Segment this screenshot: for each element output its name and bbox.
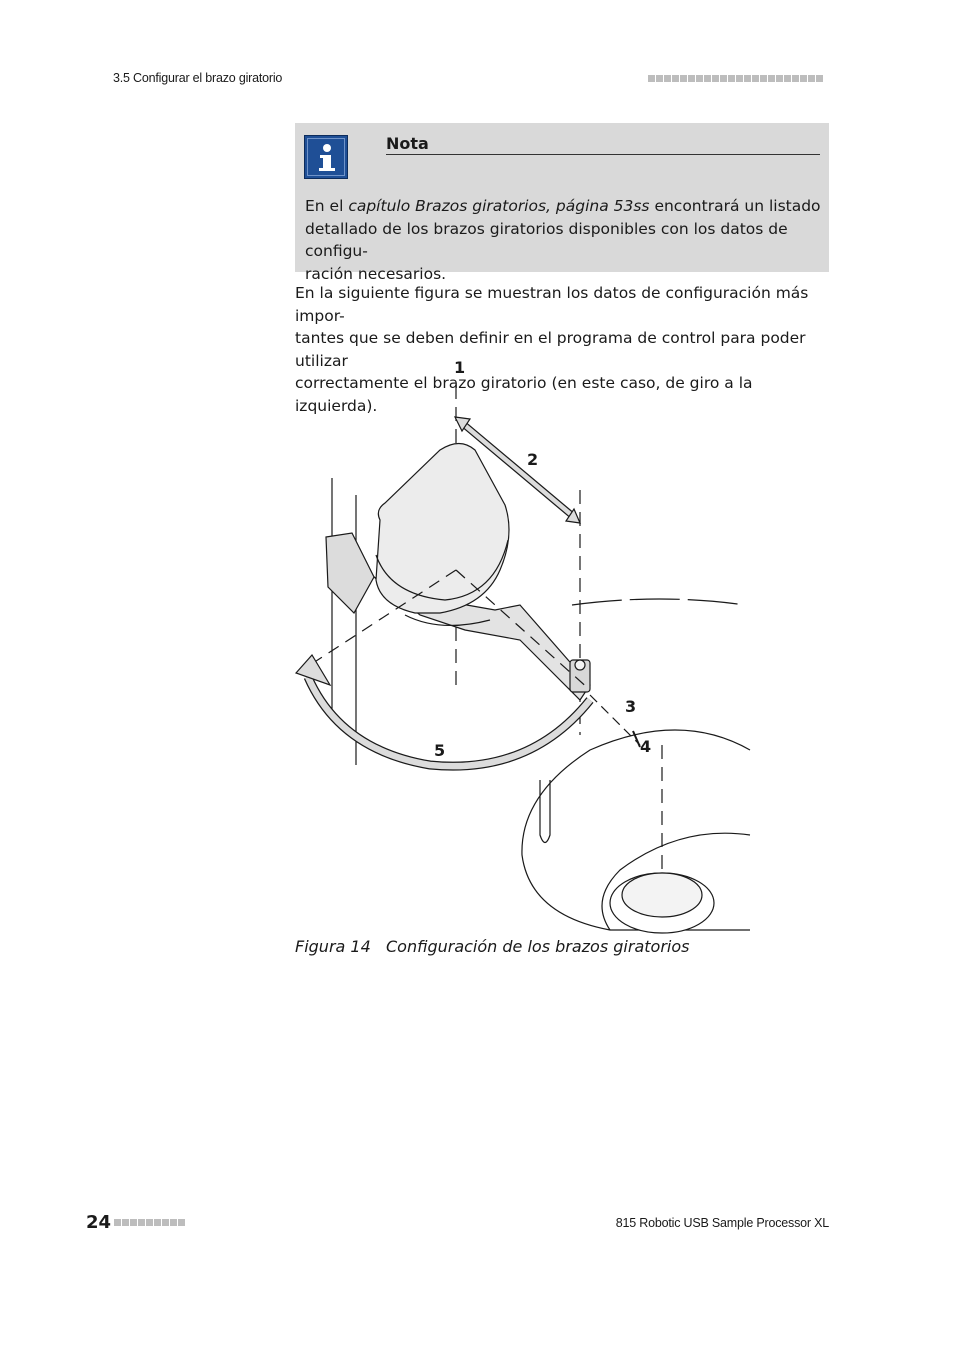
swing-arm-configuration-figure xyxy=(290,355,760,935)
page-number: 24 xyxy=(86,1212,112,1233)
footer-decoration-squares xyxy=(114,1219,185,1226)
figure-caption-label: Figura 14 xyxy=(295,937,371,956)
callout-5: 5 xyxy=(434,741,446,760)
callout-2: 2 xyxy=(527,450,539,469)
note-reference: capítulo Brazos giratorios, página 53ss xyxy=(348,197,650,215)
footer-product-title: 815 Robotic USB Sample Processor XL xyxy=(615,1216,829,1230)
callout-4: 4 xyxy=(640,737,652,756)
figure-caption-text: Configuración de los brazos giratorios xyxy=(386,937,690,956)
callout-3: 3 xyxy=(625,697,637,716)
note-box xyxy=(295,123,829,283)
header-decoration-squares xyxy=(648,75,823,82)
callout-1: 1 xyxy=(454,358,466,377)
note-title-rule xyxy=(386,154,820,155)
note-text: En el capítulo Brazos giratorios, página 53ss encontrará un listado detallado de los brazos giratorios disponibles con los datos de configu- ración necesarios. xyxy=(305,197,821,283)
body-paragraph: En la siguiente figura se muestran los datos de configuración más impor- tantes que se deben definir en el programa de control para poder utilizar correctamente el brazo giratorio (en este caso, de giro a la izquierda). xyxy=(295,284,809,415)
note-title: Nota xyxy=(386,134,429,153)
running-header-section: 3.5 Configurar el brazo giratorio xyxy=(113,71,283,85)
info-icon xyxy=(304,135,348,179)
